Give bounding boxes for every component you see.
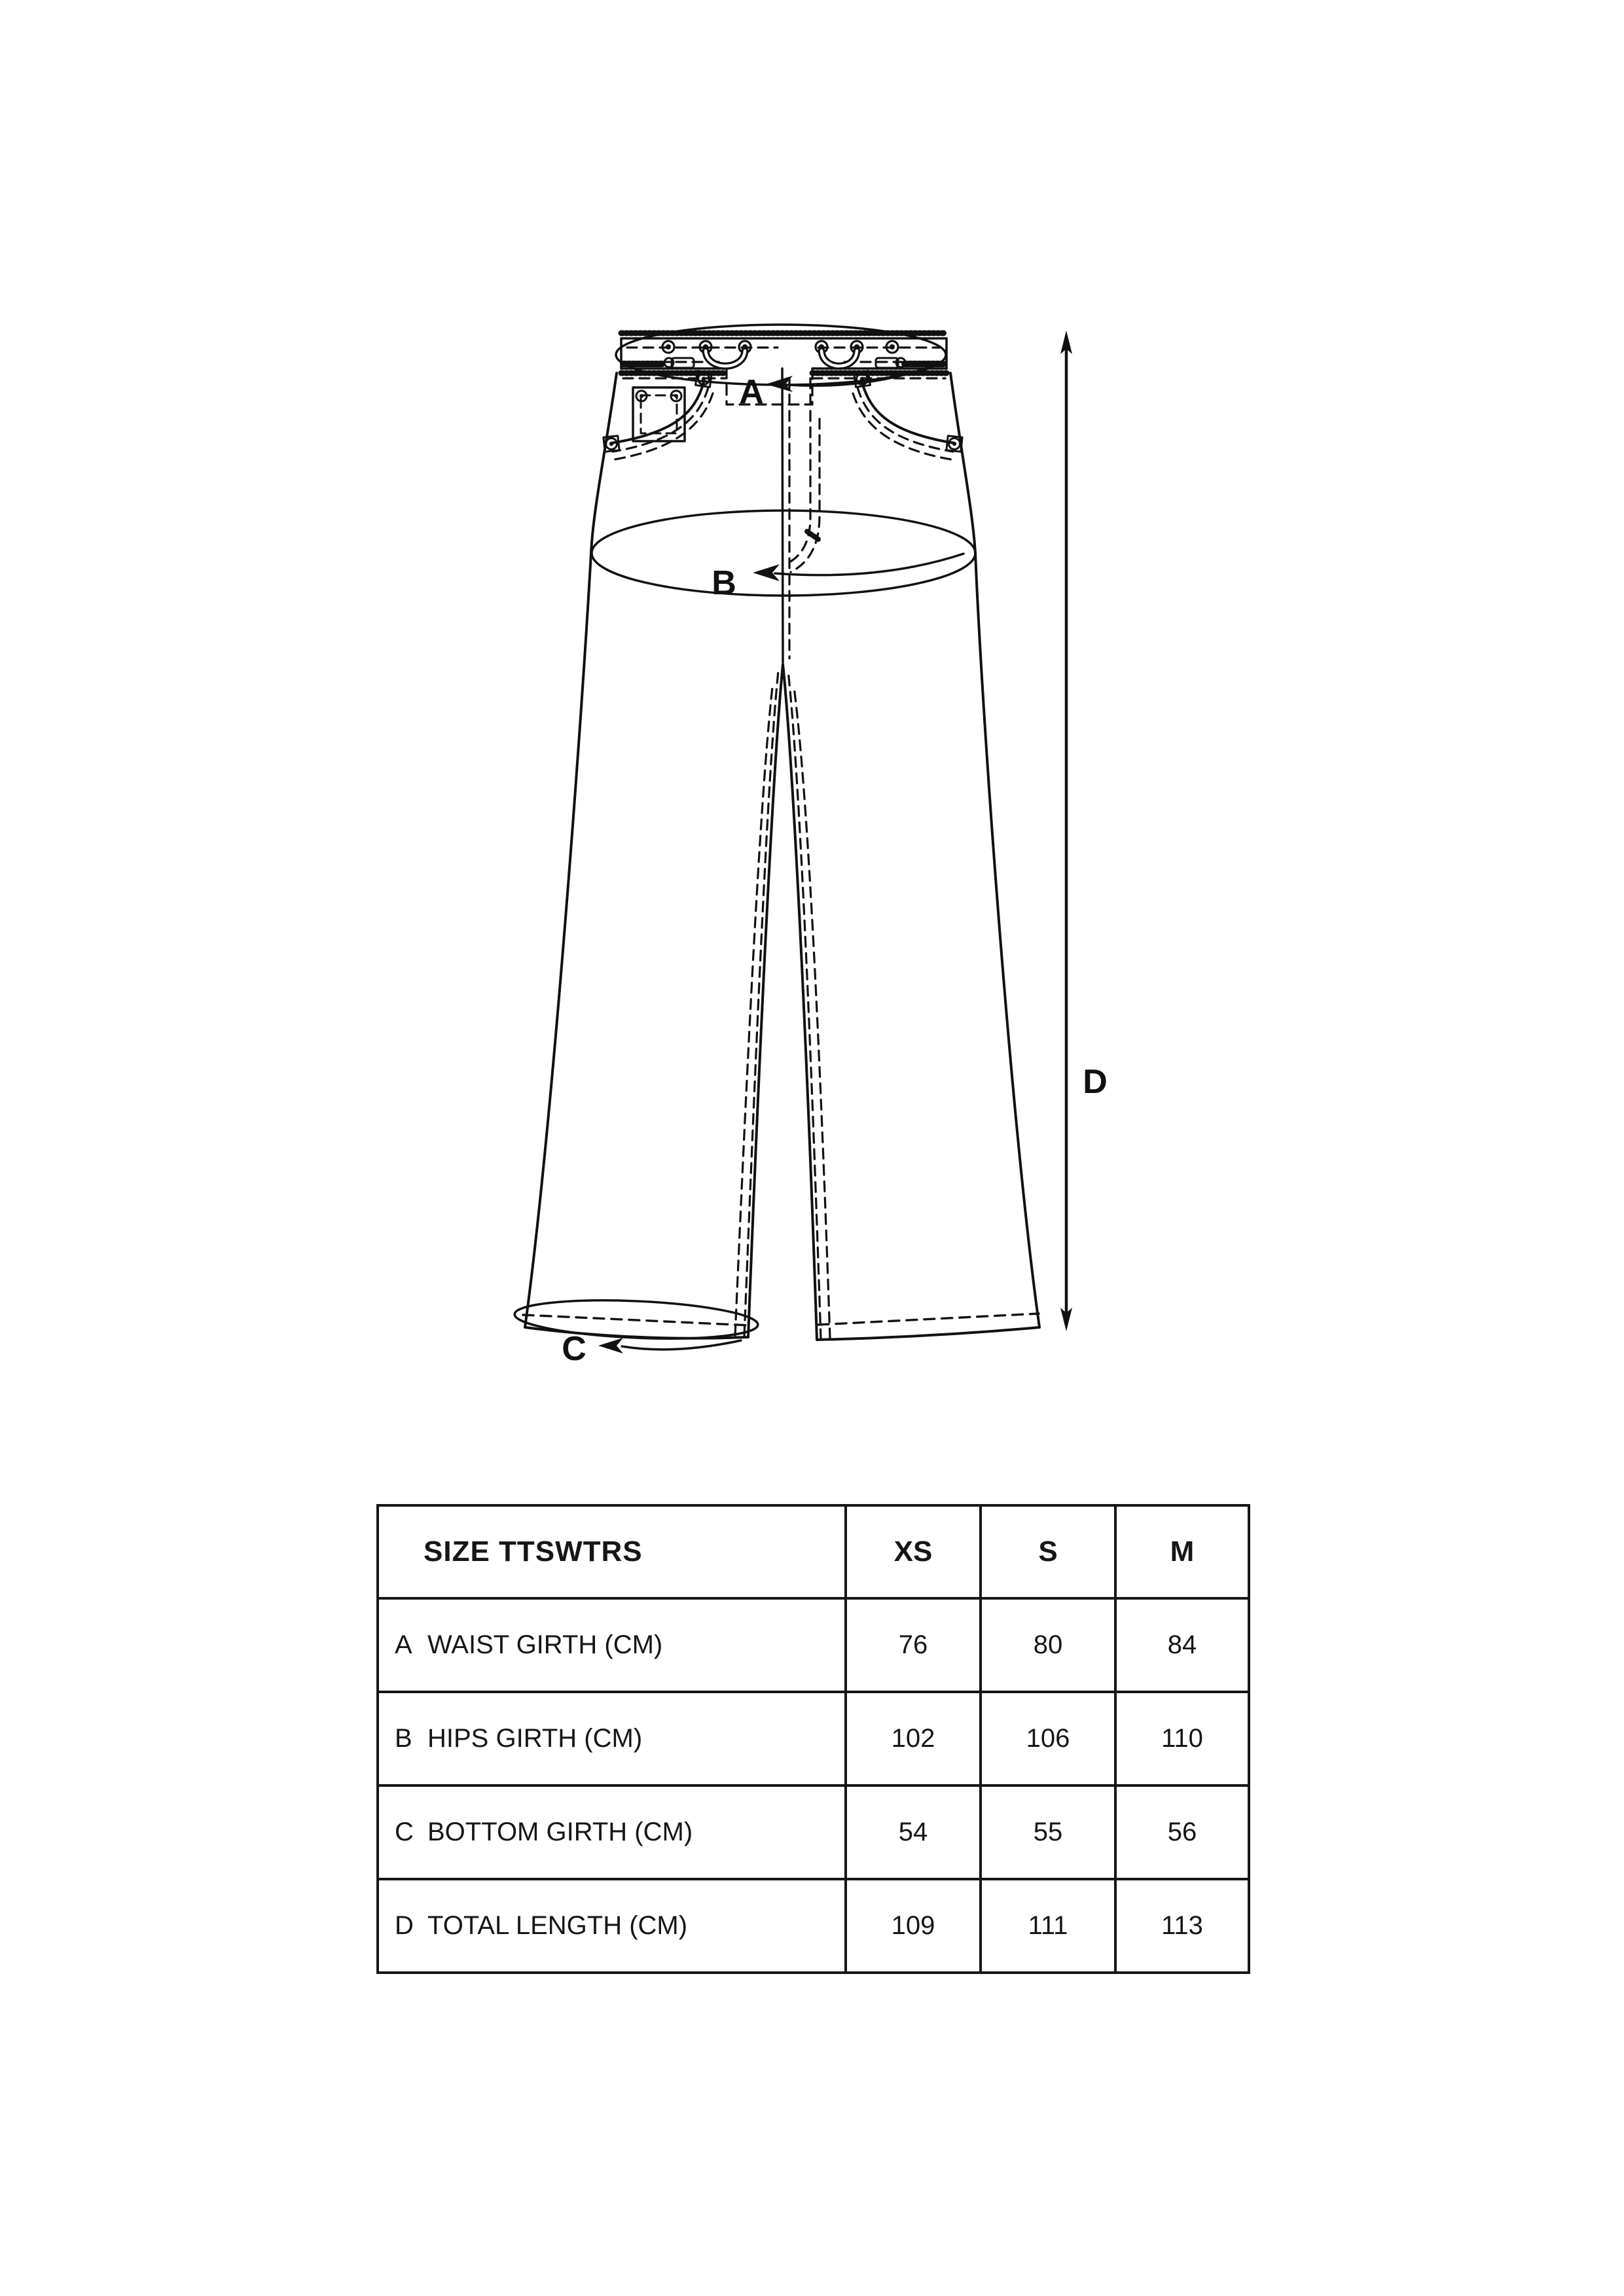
hem-stitching	[523, 1314, 1039, 1325]
row-label	[378, 1598, 846, 1692]
value-waist-m: 84	[1115, 1598, 1249, 1692]
table-row-bottom	[378, 1785, 1249, 1879]
value-hips-xs: 102	[846, 1692, 981, 1785]
inseam-stitching	[735, 671, 830, 1339]
fly-bartack	[807, 531, 818, 539]
label-total-length: D	[1083, 1063, 1108, 1101]
drawstring-loops	[706, 351, 857, 366]
bottom-arrow	[622, 1340, 741, 1350]
table-row-hips	[378, 1692, 1249, 1785]
row-letter: D	[395, 1911, 414, 1940]
coin-pocket	[633, 387, 685, 441]
column-header-m: M	[1115, 1505, 1249, 1598]
value-length-m: 113	[1115, 1879, 1249, 1973]
row-label	[378, 1692, 846, 1785]
value-hips-m: 110	[1115, 1692, 1249, 1785]
value-bottom-xs: 54	[846, 1785, 981, 1879]
row-letter: C	[395, 1818, 414, 1846]
column-header-s: S	[981, 1505, 1115, 1598]
table-row-total-length	[378, 1879, 1249, 1973]
value-bottom-m: 56	[1115, 1785, 1249, 1879]
table-row-waist	[378, 1598, 1249, 1692]
row-measurement-name: BOTTOM GIRTH (CM)	[427, 1818, 693, 1846]
value-waist-s: 80	[981, 1598, 1115, 1692]
label-bottom-girth: C	[562, 1330, 586, 1368]
value-bottom-s: 55	[981, 1785, 1115, 1879]
value-hips-s: 106	[981, 1692, 1115, 1785]
row-measurement-name: WAIST GIRTH (CM)	[427, 1630, 663, 1659]
size-table-header	[378, 1505, 1249, 1598]
fly-front	[782, 368, 820, 662]
value-length-xs: 109	[846, 1879, 981, 1973]
row-measurement-name: HIPS GIRTH (CM)	[427, 1724, 643, 1753]
value-waist-xs: 76	[846, 1598, 981, 1692]
label-waist-girth: A	[739, 373, 764, 411]
row-label	[378, 1785, 846, 1879]
row-measurement-name: TOTAL LENGTH (CM)	[427, 1911, 688, 1940]
size-table	[376, 1504, 1250, 1974]
label-hips-girth: B	[712, 564, 736, 602]
measurement-arrows	[622, 340, 1066, 1350]
arrowheads	[598, 331, 1072, 1354]
value-length-s: 111	[981, 1879, 1115, 1973]
row-letter: A	[395, 1630, 412, 1659]
row-label	[378, 1879, 846, 1973]
row-letter: B	[395, 1724, 412, 1753]
waistband-zippers	[623, 358, 945, 368]
size-table-title: SIZE TTSWTRS	[378, 1505, 846, 1598]
pants-outline-group	[514, 325, 1072, 1354]
column-header-xs: XS	[846, 1505, 981, 1598]
